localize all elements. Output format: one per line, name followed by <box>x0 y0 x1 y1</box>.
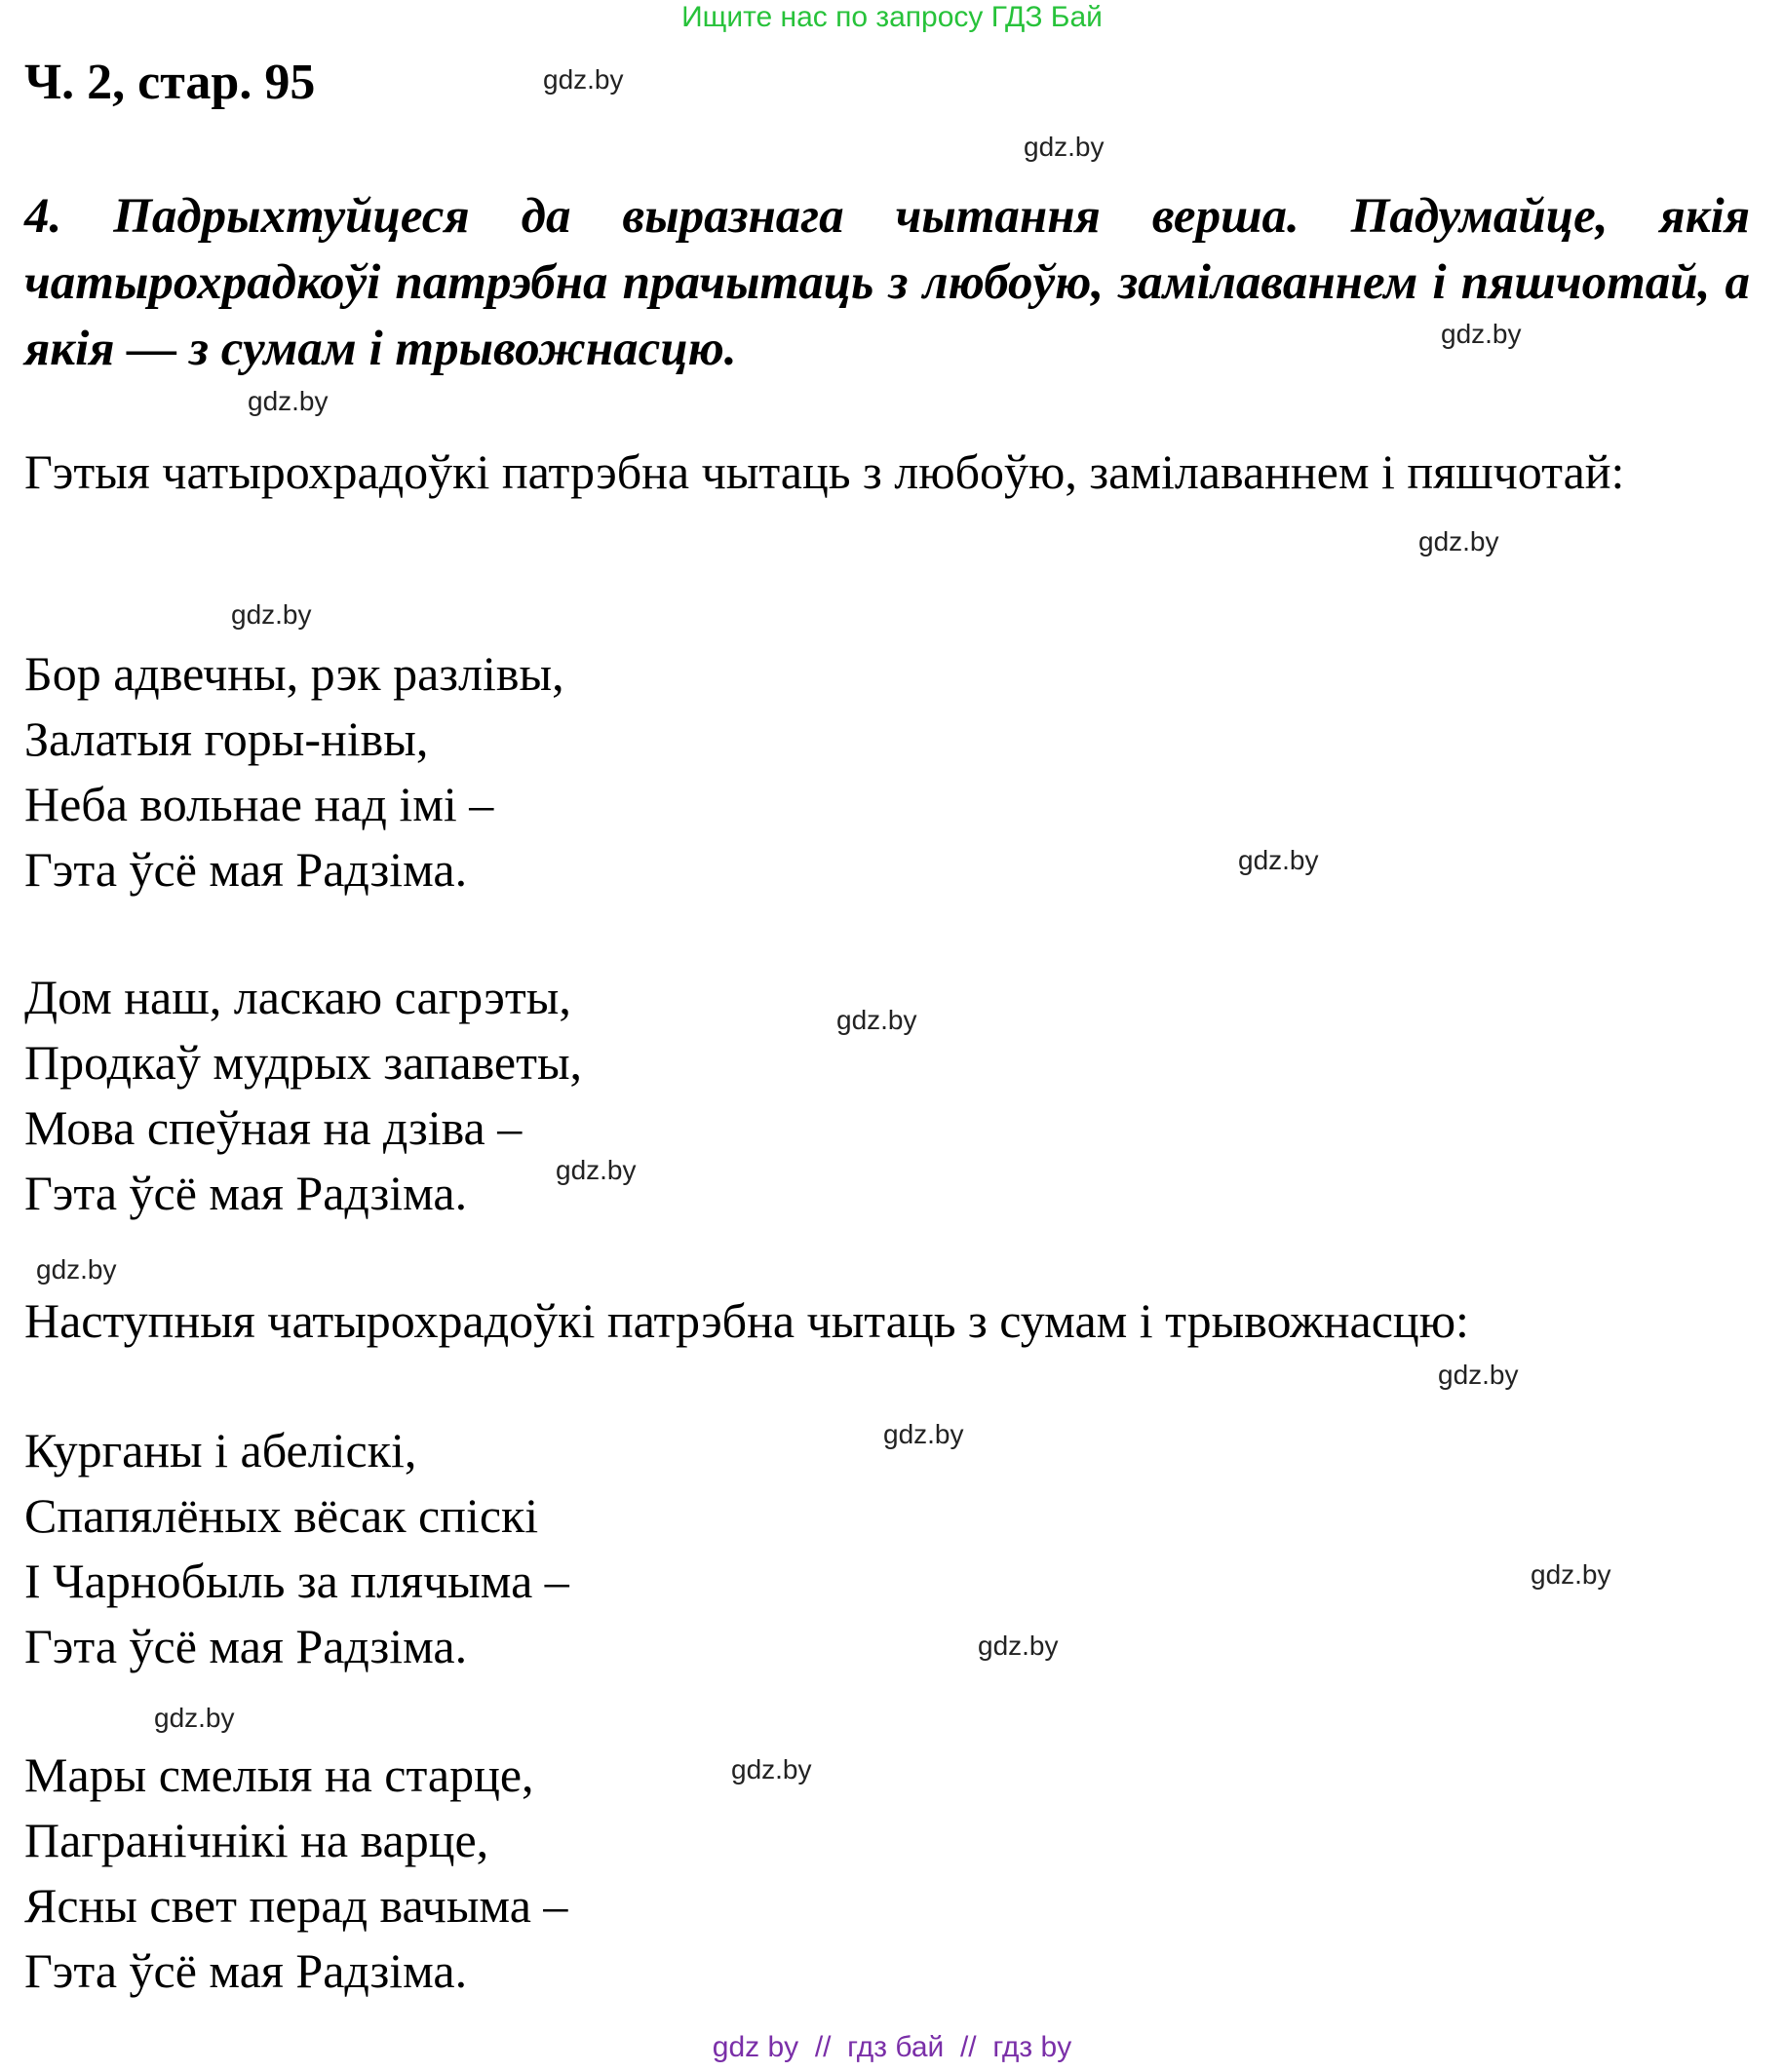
stanza-4 <box>24 1743 567 2004</box>
watermark: gdz.by <box>231 599 312 630</box>
watermark: gdz.by <box>883 1419 964 1449</box>
watermark: gdz.by <box>1238 845 1319 875</box>
watermark: gdz.by <box>154 1703 235 1733</box>
watermark: gdz.by <box>1024 132 1105 162</box>
search-banner: Ищите нас по запросу ГДЗ Бай <box>681 1 1103 33</box>
watermark: gdz.by <box>543 64 624 95</box>
verse-line: Гэта ўсё мая Радзіма. <box>24 1166 468 1220</box>
watermark: gdz.by <box>36 1254 117 1285</box>
footer-links: gdz by // гдз бай // гдз by <box>712 2031 1072 2063</box>
watermark: gdz.by <box>1438 1360 1519 1390</box>
verse-line: Мары смелыя на старце, <box>24 1747 534 1802</box>
verse-line: Неба вольнае над імі – <box>24 777 494 831</box>
stanza-3 <box>24 1418 569 1679</box>
watermark: gdz.by <box>836 1005 917 1035</box>
verse-line: Курганы і абеліскі, <box>24 1423 417 1477</box>
watermark: gdz.by <box>248 386 329 416</box>
watermark: gdz.by <box>1441 319 1522 349</box>
stanza-1 <box>24 641 564 902</box>
verse-line: І Чарнобыль за плячыма – <box>24 1554 569 1608</box>
verse-line: Мова спеўная на дзіва – <box>24 1100 523 1155</box>
verse-line: Бор адвечны, рэк разлівы, <box>24 646 564 701</box>
intro-love: Гэтыя чатырохрадоўкі патрэбна чытаць з любоўю, замілаваннем і пяшчотай: <box>24 444 1625 499</box>
watermark: gdz.by <box>1531 1559 1611 1590</box>
page-heading: Ч. 2, стар. 95 <box>24 55 316 110</box>
verse-line: Гэта ўсё мая Радзіма. <box>24 842 468 897</box>
verse-line: Гэта ўсё мая Радзіма. <box>24 1619 468 1673</box>
watermark: gdz.by <box>1418 526 1499 556</box>
verse-line: Спапялёных вёсак спіскі <box>24 1488 539 1543</box>
verse-line: Гэта ўсё мая Радзіма. <box>24 1943 468 1998</box>
watermark: gdz.by <box>556 1155 637 1185</box>
verse-line: Залатыя горы-нівы, <box>24 711 429 766</box>
verse-line: Дом наш, ласкаю сагрэты, <box>24 970 571 1024</box>
verse-line: Продкаў мудрых запаветы, <box>24 1035 583 1090</box>
stanza-2 <box>24 965 582 1226</box>
watermark: gdz.by <box>731 1754 812 1784</box>
verse-line: Ясны свет перад вачыма – <box>24 1878 568 1933</box>
watermark: gdz.by <box>978 1631 1059 1661</box>
verse-line: Пагранічнікі на варце, <box>24 1813 489 1867</box>
intro-sorrow: Наступныя чатырохрадоўкі патрэбна чытаць з сумам і трывожнасцю: <box>24 1293 1469 1348</box>
task-text: 4. Падрыхтуйцеся да выразнага чытання верша. Падумайце, якія чатырохрадкоўі патрэбна прачытаць з любоўю, замілаваннем і пяшчотай, а якія — з сумам і трывожнасцю. <box>24 189 1750 376</box>
